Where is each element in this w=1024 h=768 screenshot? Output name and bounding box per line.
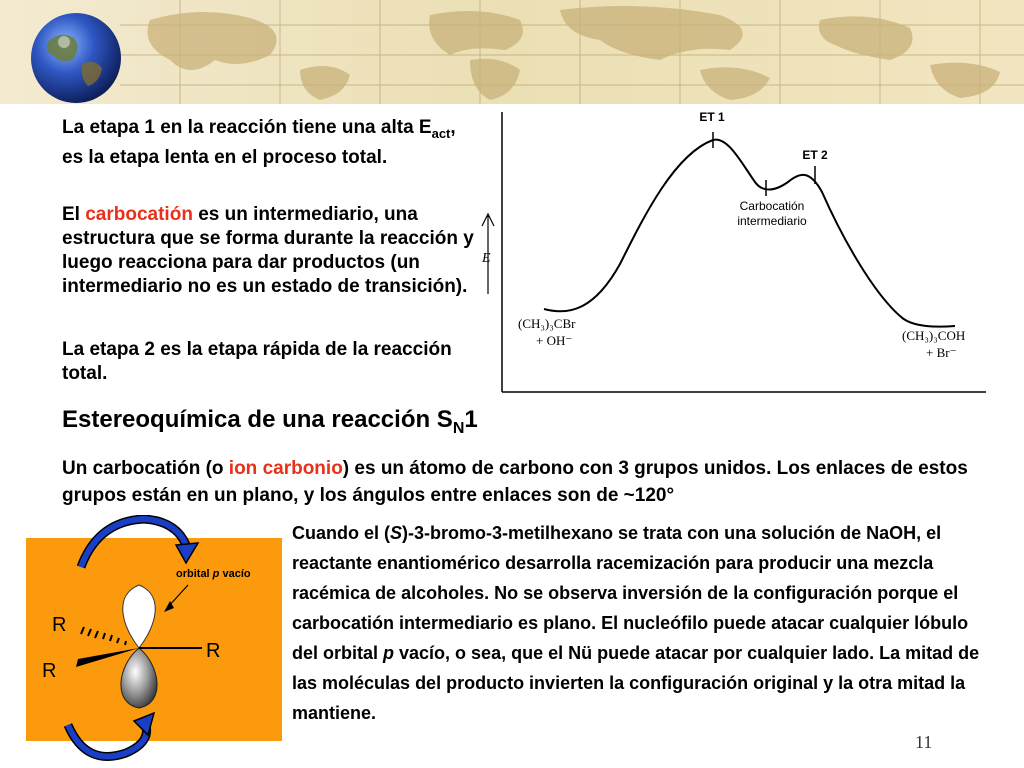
et2-label: ET 2 xyxy=(802,148,828,162)
subscript-act: act xyxy=(431,125,451,141)
r-group-top-left: R xyxy=(52,614,67,636)
r-group-bottom-left: R xyxy=(42,660,57,682)
products-label-line1: (CH₃)₃COH xyxy=(902,328,966,343)
paragraph-stage2 xyxy=(62,338,462,386)
reactants-label-line2: + OH⁻ xyxy=(536,333,573,348)
italic-s: S xyxy=(390,523,403,543)
highlight-term: ion carbonio xyxy=(228,458,343,479)
intermediate-label-line2: intermediario xyxy=(737,214,807,228)
paragraph-text: La etapa 1 en la reacción tiene una alta E xyxy=(62,117,432,138)
paragraph-text: El xyxy=(62,204,86,225)
section-heading xyxy=(62,406,478,438)
arrow-top-icon xyxy=(81,519,186,567)
intermediate-label-line1: Carbocatión xyxy=(739,199,805,213)
bond-hash xyxy=(81,627,126,645)
energy-diagram xyxy=(470,104,1010,410)
r-group-right: R xyxy=(206,640,221,662)
lower-lobe-icon xyxy=(121,648,157,708)
reaction-curve xyxy=(544,140,955,327)
orbital-figure xyxy=(26,515,288,768)
reactants-label-line1: (CH₃)₃CBr xyxy=(518,316,576,331)
y-axis-label: E xyxy=(482,251,491,266)
paragraph-text: La etapa 2 es la etapa rápida de la reacción total. xyxy=(62,339,452,384)
racemization-paragraph xyxy=(292,518,992,728)
heading-text: Estereoquímica de una reacción S xyxy=(62,406,453,433)
upper-lobe-icon xyxy=(123,585,155,648)
orbital-label: orbital p vacío xyxy=(176,568,251,580)
world-map-banner xyxy=(0,0,1024,104)
globe-icon xyxy=(30,12,122,104)
et1-label: ET 1 xyxy=(699,110,725,124)
paragraph-text: es un intermediario, una estructura que se forma durante la reacción y luego reacciona para dar productos (un intermediario no es un estado de transición). xyxy=(62,204,474,297)
paragraph-text: , es la etapa lenta en el proceso total. xyxy=(62,117,456,168)
heading-suffix: 1 xyxy=(464,406,478,433)
highlight-term: carbocatión xyxy=(85,204,193,225)
italic-p: p xyxy=(383,643,395,663)
page-number: 11 xyxy=(915,732,933,752)
map-banner xyxy=(0,0,1024,104)
paragraph-text: Cuando el ( xyxy=(292,523,390,543)
paragraph-text: )-3-bromo-3-metilhexano se trata con una solución de NaOH, el reactante enantiomérico desarrolla racemización para producir una mezcla racémica de alcoholes. No se observa inversión de la configuración porque el carbocatión intermediario es plano. El nucleófilo puede atacar cualquier lóbulo del orbital xyxy=(292,523,969,663)
paragraph-text: vacío, o sea, que el Nü puede atacar por cualquier lado. La mitad de las moléculas del producto invierten la configuración original y la otra mitad la mantiene. xyxy=(292,643,980,723)
products-label-line2: + Br⁻ xyxy=(926,345,957,360)
paragraph-text: Un carbocatión (o xyxy=(62,458,229,479)
arrow-top-head-icon xyxy=(176,543,198,563)
paragraph-carbocation xyxy=(62,203,480,299)
paragraph-text: ) es un átomo de carbono con 3 grupos unidos. Los enlaces de estos grupos están en un plano, y los ángulos entre enlaces son de ~120° xyxy=(62,458,968,506)
heading-subscript: N xyxy=(452,419,465,437)
carbocation-description xyxy=(62,455,1002,509)
paragraph-stage1 xyxy=(62,116,472,170)
